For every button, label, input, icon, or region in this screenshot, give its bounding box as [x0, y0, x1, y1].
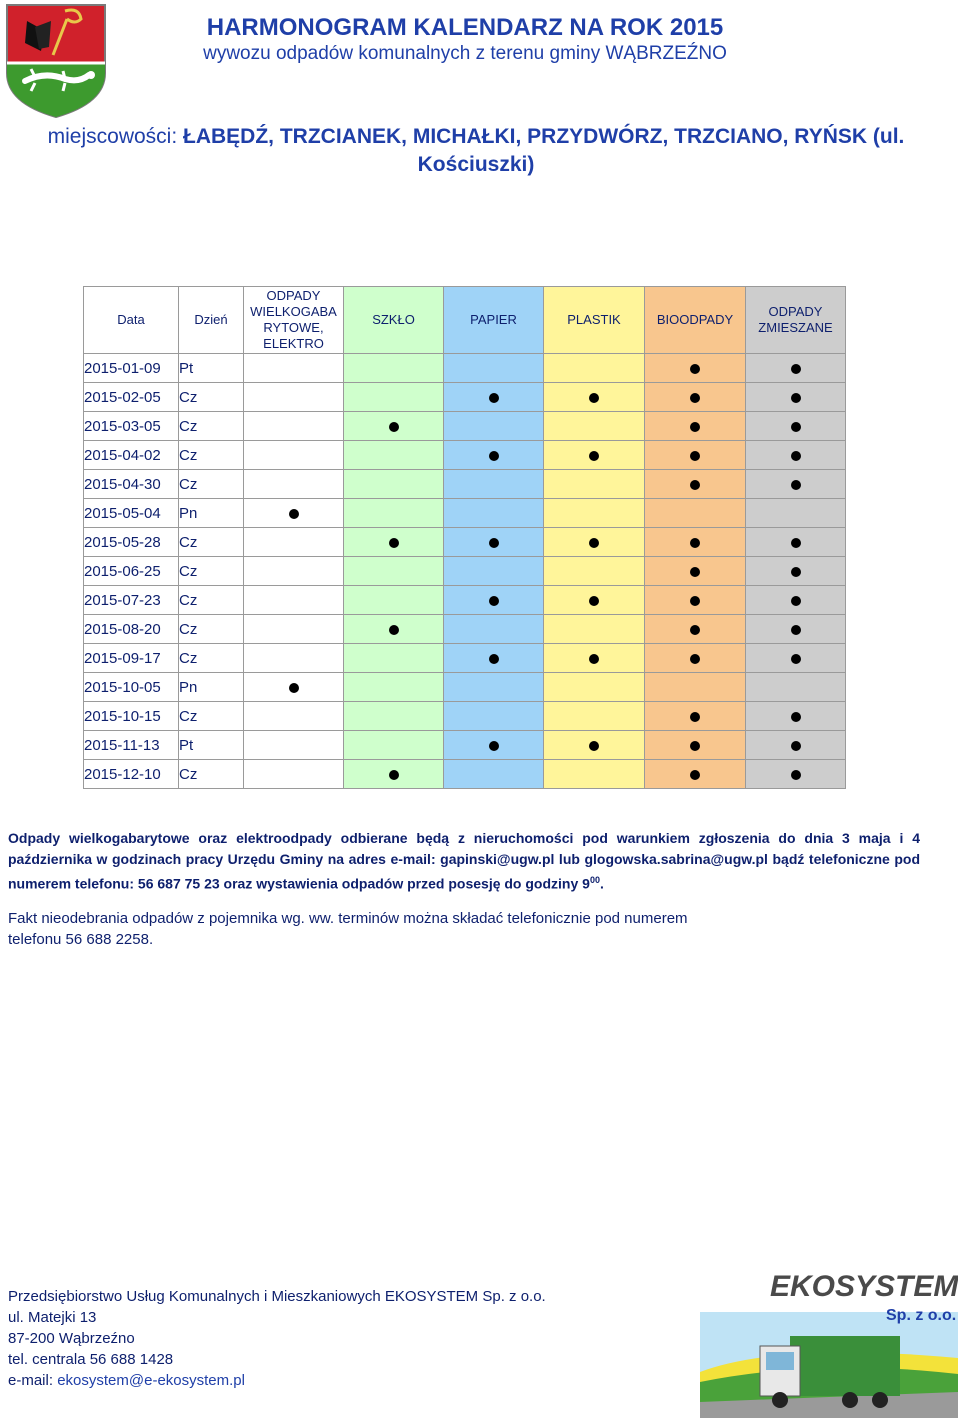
- locality-names: ŁABĘDŹ, TRZCIANEK, MICHAŁKI, PRZYDWÓRZ, TRZCIANO, RYŃSK (ul. Kościuszki): [183, 125, 905, 176]
- cell-paper: [444, 673, 544, 702]
- cell-paper: [444, 702, 544, 731]
- cell-plastic: [544, 383, 645, 412]
- row-day: Pt: [179, 354, 244, 383]
- row-date: 2015-02-05: [84, 383, 179, 412]
- cell-mixed: [746, 731, 846, 760]
- header-title-block: [130, 14, 800, 66]
- cell-bio: [645, 615, 746, 644]
- cell-glass: [344, 731, 444, 760]
- collection-dot-icon: [791, 451, 801, 461]
- cell-paper: [444, 528, 544, 557]
- cell-bio: [645, 586, 746, 615]
- table-row: [84, 354, 846, 383]
- cell-bio: [645, 412, 746, 441]
- collection-dot-icon: [791, 596, 801, 606]
- collection-dot-icon: [791, 480, 801, 490]
- row-date: 2015-03-05: [84, 412, 179, 441]
- complaint-info: [8, 908, 708, 950]
- row-day: Cz: [179, 470, 244, 499]
- table-row: [84, 557, 846, 586]
- cell-paper: [444, 557, 544, 586]
- cell-bio: [645, 499, 746, 528]
- collection-dot-icon: [791, 422, 801, 432]
- cell-paper: [444, 354, 544, 383]
- row-date: 2015-09-17: [84, 644, 179, 673]
- table-row: [84, 383, 846, 412]
- row-date: 2015-11-13: [84, 731, 179, 760]
- cell-mixed: [746, 383, 846, 412]
- cell-glass: [344, 412, 444, 441]
- company-email-link[interactable]: ekosystem@e-ekosystem.pl: [57, 1372, 245, 1389]
- cell-mixed: [746, 586, 846, 615]
- row-date: 2015-10-15: [84, 702, 179, 731]
- cell-bulky: [244, 731, 344, 760]
- row-day: Cz: [179, 615, 244, 644]
- collection-dot-icon: [589, 741, 599, 751]
- header-bulky: ODPADY WIELKOGABA RYTOWE, ELEKTRO: [244, 287, 344, 354]
- collection-dot-icon: [690, 770, 700, 780]
- cell-mixed: [746, 354, 846, 383]
- cell-plastic: [544, 354, 645, 383]
- collection-dot-icon: [289, 509, 299, 519]
- collection-dot-icon: [589, 654, 599, 664]
- collection-dot-icon: [589, 451, 599, 461]
- cell-mixed: [746, 441, 846, 470]
- row-date: 2015-08-20: [84, 615, 179, 644]
- cell-bulky: [244, 412, 344, 441]
- cell-paper: [444, 383, 544, 412]
- cell-bulky: [244, 644, 344, 673]
- page-title: HARMONOGRAM KALENDARZ NA ROK 2015: [206, 14, 724, 41]
- collection-dot-icon: [489, 741, 499, 751]
- cell-paper: [444, 644, 544, 673]
- cell-bio: [645, 760, 746, 789]
- cell-bulky: [244, 354, 344, 383]
- cell-plastic: [544, 673, 645, 702]
- collection-dot-icon: [690, 712, 700, 722]
- collection-dot-icon: [690, 538, 700, 548]
- cell-bulky: [244, 499, 344, 528]
- cell-plastic: [544, 412, 645, 441]
- collection-dot-icon: [690, 741, 700, 751]
- cell-plastic: [544, 615, 645, 644]
- notice-hour-superscript: 00: [589, 875, 600, 885]
- cell-mixed: [746, 615, 846, 644]
- collection-dot-icon: [489, 538, 499, 548]
- header-paper: PAPIER: [444, 287, 544, 354]
- table-row: [84, 615, 846, 644]
- table-row: [84, 499, 846, 528]
- collection-dot-icon: [690, 364, 700, 374]
- table-row: [84, 731, 846, 760]
- row-day: Pn: [179, 499, 244, 528]
- company-footer: [8, 1286, 546, 1391]
- cell-plastic: [544, 528, 645, 557]
- collection-dot-icon: [690, 596, 700, 606]
- row-date: 2015-04-02: [84, 441, 179, 470]
- collection-dot-icon: [690, 654, 700, 664]
- row-day: Cz: [179, 412, 244, 441]
- cell-plastic: [544, 731, 645, 760]
- header-plastic: PLASTIK: [544, 287, 645, 354]
- collection-dot-icon: [389, 538, 399, 548]
- logo-name: EKOSYSTEM: [770, 1270, 958, 1303]
- collection-dot-icon: [791, 741, 801, 751]
- table-row: [84, 412, 846, 441]
- cell-paper: [444, 586, 544, 615]
- cell-mixed: [746, 673, 846, 702]
- cell-plastic: [544, 702, 645, 731]
- cell-glass: [344, 470, 444, 499]
- cell-bulky: [244, 557, 344, 586]
- collection-dot-icon: [389, 422, 399, 432]
- collection-dot-icon: [791, 770, 801, 780]
- cell-bulky: [244, 760, 344, 789]
- company-street: ul. Matejki 13: [8, 1309, 97, 1326]
- row-date: 2015-07-23: [84, 586, 179, 615]
- complaint-line-2: telefonu 56 688 2258.: [8, 931, 154, 948]
- row-day: Cz: [179, 760, 244, 789]
- cell-paper: [444, 499, 544, 528]
- cell-mixed: [746, 557, 846, 586]
- company-phone: tel. centrala 56 688 1428: [8, 1351, 174, 1368]
- cell-glass: [344, 644, 444, 673]
- collection-dot-icon: [489, 654, 499, 664]
- cell-paper: [444, 412, 544, 441]
- cell-bulky: [244, 586, 344, 615]
- row-day: Pt: [179, 731, 244, 760]
- company-city: 87-200 Wąbrzeźno: [8, 1330, 135, 1347]
- table-header-row: [84, 287, 846, 354]
- collection-dot-icon: [589, 393, 599, 403]
- collection-dot-icon: [690, 422, 700, 432]
- cell-bio: [645, 644, 746, 673]
- row-date: 2015-05-04: [84, 499, 179, 528]
- header-mixed: ODPADY ZMIESZANE: [746, 287, 846, 354]
- collection-dot-icon: [690, 393, 700, 403]
- ekosystem-logo: [700, 1262, 958, 1418]
- collection-dot-icon: [791, 625, 801, 635]
- collection-dot-icon: [289, 683, 299, 693]
- cell-plastic: [544, 441, 645, 470]
- cell-paper: [444, 441, 544, 470]
- cell-glass: [344, 354, 444, 383]
- collection-dot-icon: [389, 770, 399, 780]
- cell-plastic: [544, 644, 645, 673]
- page-subtitle: wywozu odpadów komunalnych z terenu gminy WĄBRZEŹNO: [203, 43, 727, 64]
- collection-dot-icon: [489, 596, 499, 606]
- cell-mixed: [746, 470, 846, 499]
- table-row: [84, 760, 846, 789]
- row-day: Cz: [179, 557, 244, 586]
- table-row: [84, 441, 846, 470]
- table-row: [84, 644, 846, 673]
- collection-dot-icon: [589, 596, 599, 606]
- cell-glass: [344, 615, 444, 644]
- collection-dot-icon: [791, 654, 801, 664]
- gmina-crest: [5, 3, 107, 119]
- cell-bulky: [244, 383, 344, 412]
- collection-dot-icon: [690, 625, 700, 635]
- row-date: 2015-05-28: [84, 528, 179, 557]
- bulky-waste-notice: [8, 828, 920, 895]
- cell-bio: [645, 354, 746, 383]
- cell-mixed: [746, 412, 846, 441]
- cell-plastic: [544, 557, 645, 586]
- cell-glass: [344, 557, 444, 586]
- email-label: e-mail:: [8, 1372, 58, 1389]
- locality-line: [36, 123, 916, 179]
- cell-bulky: [244, 528, 344, 557]
- cell-bio: [645, 673, 746, 702]
- cell-glass: [344, 760, 444, 789]
- table-row: [84, 702, 846, 731]
- cell-bulky: [244, 615, 344, 644]
- cell-paper: [444, 615, 544, 644]
- collection-dot-icon: [791, 567, 801, 577]
- complaint-line-1: Fakt nieodebrania odpadów z pojemnika wg. ww. terminów można składać telefonicznie pod numerem: [8, 910, 688, 927]
- collection-dot-icon: [489, 393, 499, 403]
- table-row: [84, 528, 846, 557]
- collection-dot-icon: [791, 712, 801, 722]
- locality-label: miejscowości:: [47, 125, 178, 148]
- cell-plastic: [544, 499, 645, 528]
- cell-plastic: [544, 470, 645, 499]
- collection-dot-icon: [389, 625, 399, 635]
- row-date: 2015-01-09: [84, 354, 179, 383]
- header-bio: BIOODPADY: [645, 287, 746, 354]
- row-date: 2015-12-10: [84, 760, 179, 789]
- collection-dot-icon: [791, 364, 801, 374]
- table-row: [84, 470, 846, 499]
- cell-bulky: [244, 441, 344, 470]
- cell-bulky: [244, 470, 344, 499]
- table-row: [84, 673, 846, 702]
- collection-dot-icon: [589, 538, 599, 548]
- cell-paper: [444, 470, 544, 499]
- logo-sub: Sp. z o.o.: [886, 1307, 957, 1324]
- cell-paper: [444, 731, 544, 760]
- cell-mixed: [746, 499, 846, 528]
- row-day: Pn: [179, 673, 244, 702]
- row-day: Cz: [179, 644, 244, 673]
- table-row: [84, 586, 846, 615]
- cell-glass: [344, 586, 444, 615]
- notice-end: .: [599, 875, 604, 892]
- cell-bio: [645, 557, 746, 586]
- cell-mixed: [746, 760, 846, 789]
- cell-bio: [645, 702, 746, 731]
- cell-bulky: [244, 702, 344, 731]
- cell-bio: [645, 528, 746, 557]
- cell-glass: [344, 702, 444, 731]
- cell-glass: [344, 499, 444, 528]
- collection-dot-icon: [791, 393, 801, 403]
- company-name: Przedsiębiorstwo Usług Komunalnych i Mieszkaniowych EKOSYSTEM Sp. z o.o.: [8, 1288, 546, 1305]
- cell-glass: [344, 673, 444, 702]
- cell-mixed: [746, 702, 846, 731]
- notice-text: Odpady wielkogabarytowe oraz elektroodpady odbierane będą z nieruchomości pod warunkiem zgłoszenia do dnia 3 maja i 4 października w godzinach pracy Urzędu Gminy na adres e-mail: gapinski@ugw.pl lub glogowska.sabrina@ugw.pl bądź telefoniczne pod numerem telefonu: 56 687 75 23 oraz wystawienia odpadów przed posesję do godziny 9: [8, 830, 920, 892]
- cell-glass: [344, 383, 444, 412]
- collection-dot-icon: [690, 567, 700, 577]
- row-day: Cz: [179, 586, 244, 615]
- cell-glass: [344, 528, 444, 557]
- schedule-body: [84, 354, 846, 789]
- header-glass: SZKŁO: [344, 287, 444, 354]
- cell-bio: [645, 441, 746, 470]
- row-day: Cz: [179, 528, 244, 557]
- company-email-line: [8, 1370, 546, 1391]
- cell-bulky: [244, 673, 344, 702]
- row-day: Cz: [179, 383, 244, 412]
- row-date: 2015-10-05: [84, 673, 179, 702]
- collection-dot-icon: [489, 451, 499, 461]
- row-date: 2015-06-25: [84, 557, 179, 586]
- header-day: Dzień: [179, 287, 244, 354]
- header-date: Data: [84, 287, 179, 354]
- row-day: Cz: [179, 441, 244, 470]
- row-day: Cz: [179, 702, 244, 731]
- cell-plastic: [544, 760, 645, 789]
- row-date: 2015-04-30: [84, 470, 179, 499]
- cell-paper: [444, 760, 544, 789]
- cell-mixed: [746, 644, 846, 673]
- cell-bio: [645, 470, 746, 499]
- schedule-table: [83, 286, 846, 789]
- cell-bio: [645, 731, 746, 760]
- collection-dot-icon: [690, 480, 700, 490]
- cell-plastic: [544, 586, 645, 615]
- cell-bio: [645, 383, 746, 412]
- cell-mixed: [746, 528, 846, 557]
- collection-dot-icon: [791, 538, 801, 548]
- collection-dot-icon: [690, 451, 700, 461]
- cell-glass: [344, 441, 444, 470]
